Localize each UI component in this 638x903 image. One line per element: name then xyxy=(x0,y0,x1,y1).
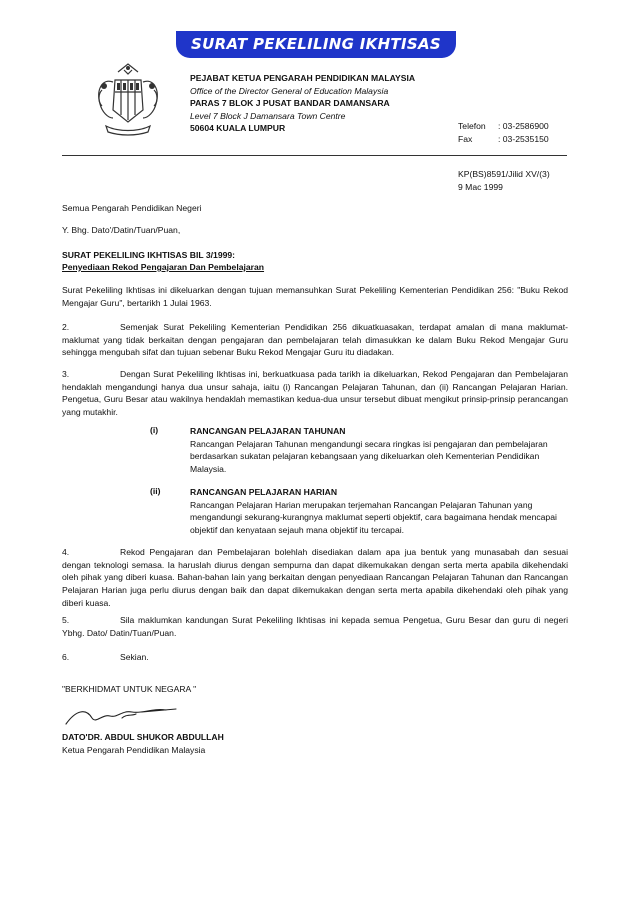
office-address xyxy=(190,72,415,135)
signer-position: Ketua Pengarah Pendidikan Malaysia xyxy=(62,745,206,755)
signer-name: DATO'DR. ABDUL SHUKOR ABDULLAH xyxy=(62,732,224,742)
item-2-heading: RANCANGAN PELAJARAN HARIAN xyxy=(190,487,338,497)
item-1-label: (i) xyxy=(150,425,159,435)
office-postcode-city: 50604 KUALA LUMPUR xyxy=(190,123,286,133)
recipient: Semua Pengarah Pendidikan Negeri xyxy=(62,203,202,213)
coat-of-arms-icon xyxy=(88,60,168,140)
letter-date: 9 Mac 1999 xyxy=(458,181,503,192)
circular-banner xyxy=(176,31,456,58)
item-1 xyxy=(190,425,570,476)
item-2 xyxy=(190,486,570,537)
fax-value: : 03-2535150 xyxy=(498,133,549,144)
fax-label: Fax xyxy=(458,133,473,144)
paragraph-4 xyxy=(62,546,568,610)
paragraph-3 xyxy=(62,368,568,419)
paragraph-3-text: Dengan Surat Pekeliling Ikhtisas ini, berkuatkuasa pada tarikh ia dikeluarkan, Rekod Pengajaran dan Pembelajaran hendaklah mengandungi hanya dua unsur sahaja, iaitu (i) Rancangan Pelajaran Tahunan, dan (ii) Rancangan Pelajaran Harian. Pengetua, Guru Besar atau wakilnya hendaklah memastikan kedua-dua unsur tersebut dibuat mengikut prinsip-prinsip perancangan yang mutakhir. xyxy=(62,369,568,418)
paragraph-6-text: Sekian. xyxy=(120,652,149,662)
telephone-label: Telefon xyxy=(458,121,486,131)
paragraph-5-number: 5. xyxy=(62,615,70,625)
telephone-row xyxy=(458,120,549,133)
signature-icon xyxy=(62,704,180,730)
paragraph-5 xyxy=(62,614,568,639)
paragraph-2 xyxy=(62,321,568,359)
paragraph-6 xyxy=(62,651,568,664)
office-address-english: Level 7 Block J Damansara Town Centre xyxy=(190,110,346,121)
subject-title: SURAT PEKELILING IKHTISAS BIL 3/1999: xyxy=(62,250,236,260)
item-2-text: Rancangan Pelajaran Harian merupakan terjemahan Rancangan Pelajaran Tahunan yang mengandungi sekurang-kurangnya maklumat seperti objektif, cara bagaimana hendak mencapai objektif dan kenyataan sejauh mana objektif itu tercapai. xyxy=(190,499,557,536)
reference-number: KP(BS)8591/Jilid XV/(3) xyxy=(458,169,550,179)
paragraph-6-number: 6. xyxy=(62,652,70,662)
item-2-label: (ii) xyxy=(150,486,161,496)
paragraph-4-number: 4. xyxy=(62,547,70,557)
salutation: Y. Bhg. Dato'/Datin/Tuan/Puan, xyxy=(62,225,181,235)
paragraph-3-number: 3. xyxy=(62,369,70,379)
paragraph-2-text: Semenjak Surat Pekeliling Kementerian Pendidikan 256 dikuatkuasakan, terdapat amalan di mana maklumat-maklumat yang tidak berkaitan dengan pengajaran dan pembelajaran telah dimasukkan ke dalam Buku Rekod Mengajar Guru sehingga mengubah sifat dan tujuan sebenar Buku Rekod Mengajar Guru itu diadakan. xyxy=(62,322,568,358)
motto: "BERKHIDMAT UNTUK NEGARA " xyxy=(62,684,197,694)
paragraph-5-text: Sila maklumkan kandungan Surat Pekeliling Ikhtisas ini kepada semua Pengetua, Guru Besar dan guru di negeri Ybhg. Dato/ Datin/Tuan/Puan. xyxy=(62,615,568,638)
contact-block xyxy=(458,120,549,145)
paragraph-2-number: 2. xyxy=(62,322,70,332)
header-divider xyxy=(62,155,567,156)
subject-subtitle: Penyediaan Rekod Pengajaran Dan Pembelajaran xyxy=(62,262,265,272)
office-name-english: Office of the Director General of Education Malaysia xyxy=(190,85,389,96)
office-name: PEJABAT KETUA PENGARAH PENDIDIKAN MALAYSIA xyxy=(190,73,416,83)
reference-block xyxy=(458,168,550,193)
item-1-heading: RANCANGAN PELAJARAN TAHUNAN xyxy=(190,426,346,436)
office-address-line: PARAS 7 BLOK J PUSAT BANDAR DAMANSARA xyxy=(190,98,390,108)
telephone-value: : 03-2586900 xyxy=(498,121,549,131)
fax-row xyxy=(458,133,549,146)
paragraph-1: Surat Pekeliling Ikhtisas ini dikeluarkan dengan tujuan memansuhkan Surat Pekeliling Kementerian Pendidikan 256: "Buku Rekod Mengajar Guru", bertarikh 1 Julai 1963. xyxy=(62,285,568,308)
item-1-text: Rancangan Pelajaran Tahunan mengandungi secara ringkas isi pengajaran dan pembelajaran berdasarkan sukatan pelajaran kebangsaan yang dikeluarkan oleh Kementerian Pendidikan Malaysia. xyxy=(190,438,548,475)
banner-title: SURAT PEKELILING IKHTISAS xyxy=(191,35,441,53)
paragraph-4-text: Rekod Pengajaran dan Pembelajaran bolehlah disediakan dalam apa jua bentuk yang munasabah dan sesuai dengan teknologi semasa. Ia haruslah diurus dengan sempurna dan dapat dikemukakan dengan serta merta apabila dikehendaki oleh pihak yang diberi kuasa. Bahan-bahan lain yang berkaitan dengan penyediaan Rancangan Pelajaran Tahunan dan Rancangan Pelajaran Harian juga perlu diurus dengan baik dan dapat dikemukakan dengan serta merta apabila dikehendaki oleh pihak yang diberi kuasa. xyxy=(62,547,568,608)
